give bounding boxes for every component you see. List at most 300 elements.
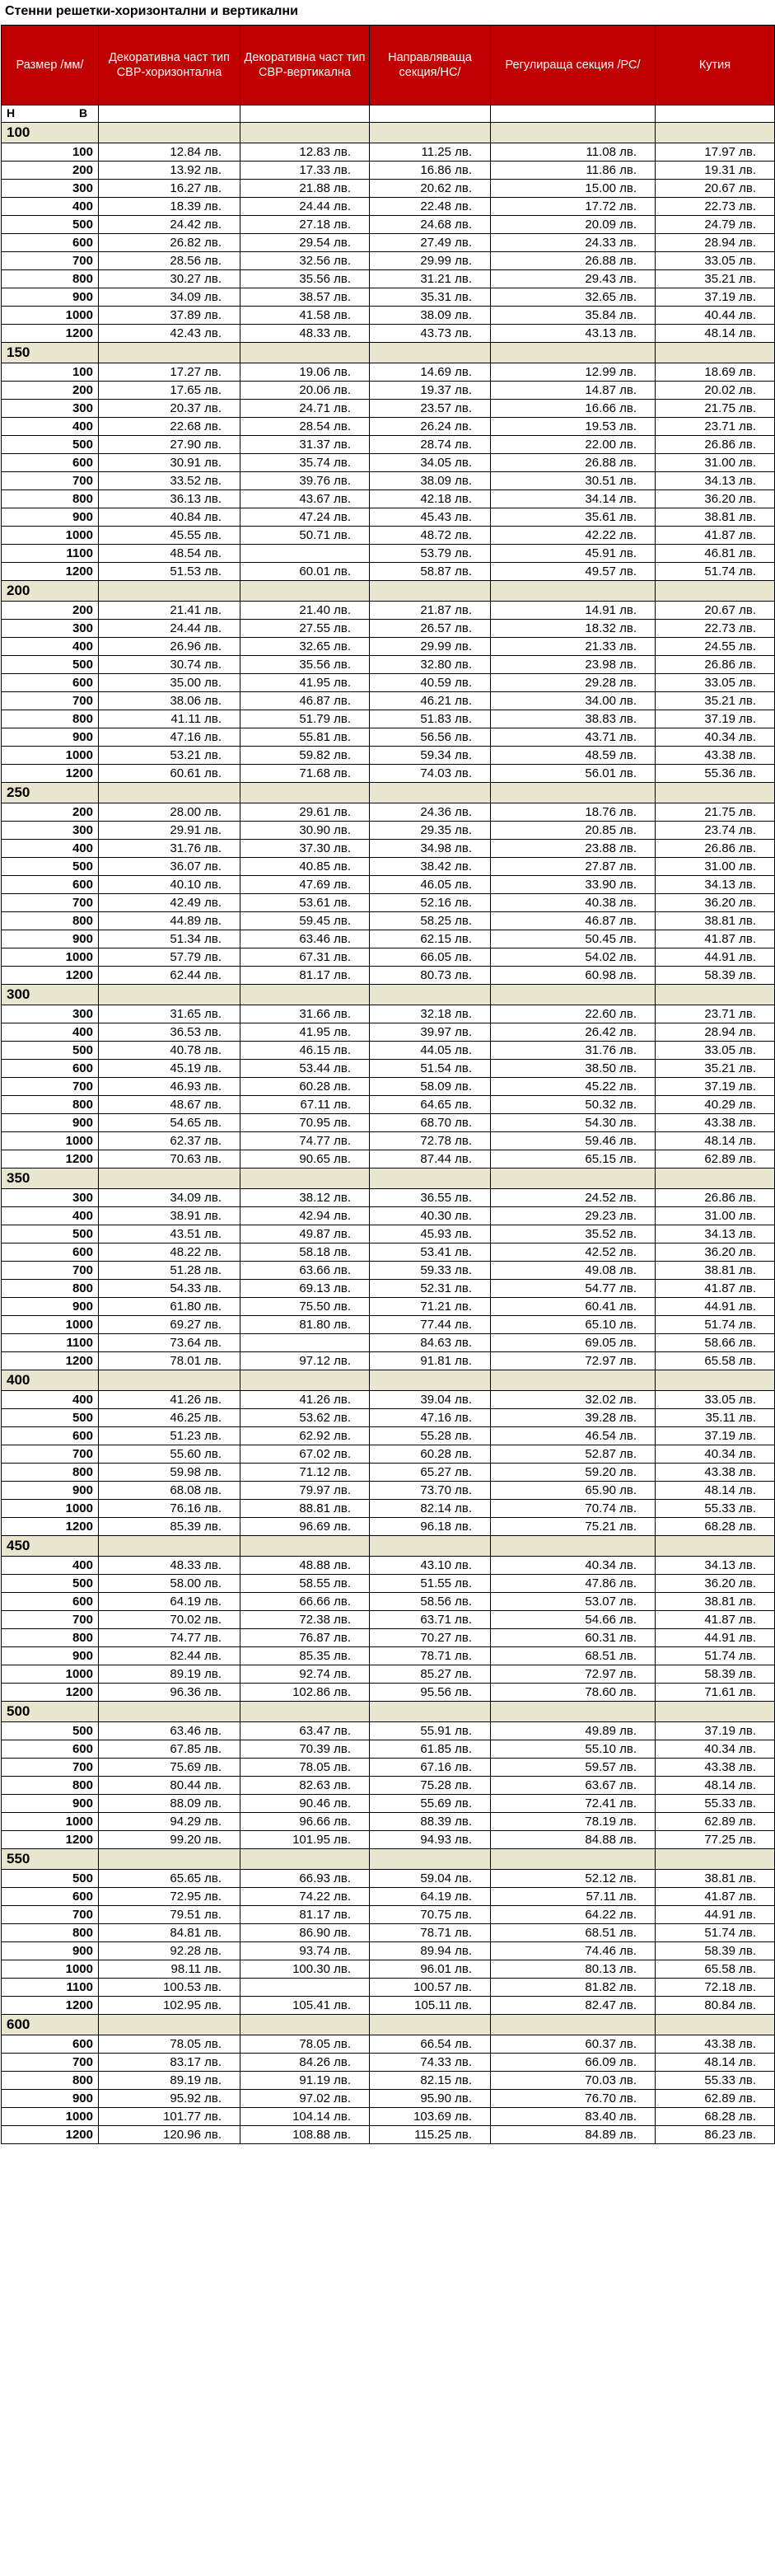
width-cell: 300	[2, 822, 99, 840]
price-cell: 24.71 лв.	[240, 400, 370, 418]
price-cell: 21.75 лв.	[656, 803, 775, 822]
group-empty-cell	[370, 783, 491, 803]
group-height-cell: 300	[2, 985, 99, 1005]
price-cell: 40.59 лв.	[370, 674, 491, 692]
width-cell: 600	[2, 1427, 99, 1445]
price-cell: 50.45 лв.	[491, 930, 656, 948]
price-cell: 20.37 лв.	[99, 400, 240, 418]
group-height-cell: 550	[2, 1849, 99, 1870]
price-cell: 96.36 лв.	[99, 1684, 240, 1702]
group-empty-cell	[240, 343, 370, 363]
table-row	[2, 1740, 775, 1759]
width-cell: 700	[2, 1078, 99, 1096]
price-cell: 105.11 лв.	[370, 1997, 491, 2015]
price-cell: 51.79 лв.	[240, 710, 370, 728]
price-cell: 21.41 лв.	[99, 602, 240, 620]
price-cell: 63.46 лв.	[99, 1722, 240, 1740]
price-cell: 96.01 лв.	[370, 1960, 491, 1979]
price-cell: 45.43 лв.	[370, 508, 491, 527]
price-cell: 43.38 лв.	[656, 1464, 775, 1482]
price-cell: 86.23 лв.	[656, 2126, 775, 2144]
group-height-cell: 250	[2, 783, 99, 803]
price-cell: 45.93 лв.	[370, 1225, 491, 1244]
dimension-labels-cell	[2, 105, 99, 123]
group-empty-cell	[240, 581, 370, 602]
width-cell: 600	[2, 2035, 99, 2054]
price-cell: 60.61 лв.	[99, 765, 240, 783]
price-cell	[240, 1979, 370, 1997]
price-cell: 36.20 лв.	[656, 894, 775, 912]
price-cell: 82.14 лв.	[370, 1500, 491, 1518]
price-cell: 22.48 лв.	[370, 198, 491, 216]
price-cell: 39.97 лв.	[370, 1023, 491, 1042]
price-cell: 38.09 лв.	[370, 472, 491, 490]
price-cell: 24.44 лв.	[99, 620, 240, 638]
width-cell: 1000	[2, 1813, 99, 1831]
price-cell: 18.76 лв.	[491, 803, 656, 822]
table-row	[2, 1334, 775, 1352]
price-cell: 27.55 лв.	[240, 620, 370, 638]
price-cell: 101.95 лв.	[240, 1831, 370, 1849]
group-height-cell: 150	[2, 343, 99, 363]
price-cell: 24.55 лв.	[656, 638, 775, 656]
price-cell: 76.16 лв.	[99, 1500, 240, 1518]
price-cell: 99.20 лв.	[99, 1831, 240, 1849]
price-cell: 22.68 лв.	[99, 418, 240, 436]
header-directing-section: Направляваща секция/НС/	[370, 26, 491, 105]
price-cell: 84.89 лв.	[491, 2126, 656, 2144]
width-cell: 1200	[2, 1997, 99, 2015]
price-cell: 45.22 лв.	[491, 1078, 656, 1096]
price-cell: 45.55 лв.	[99, 527, 240, 545]
price-cell: 69.27 лв.	[99, 1316, 240, 1334]
group-empty-cell	[370, 123, 491, 143]
price-cell: 53.44 лв.	[240, 1060, 370, 1078]
width-cell: 400	[2, 638, 99, 656]
price-cell: 34.00 лв.	[491, 692, 656, 710]
table-row	[2, 602, 775, 620]
price-cell: 34.13 лв.	[656, 472, 775, 490]
price-cell: 35.56 лв.	[240, 270, 370, 288]
price-cell: 27.49 лв.	[370, 234, 491, 252]
height-group-row	[2, 123, 775, 143]
group-height-cell: 200	[2, 581, 99, 602]
width-cell: 200	[2, 803, 99, 822]
table-row	[2, 508, 775, 527]
price-cell: 44.91 лв.	[656, 1906, 775, 1924]
price-cell: 32.18 лв.	[370, 1005, 491, 1023]
price-cell: 21.33 лв.	[491, 638, 656, 656]
price-cell: 26.86 лв.	[656, 436, 775, 454]
price-cell: 38.81 лв.	[656, 1870, 775, 1888]
group-empty-cell	[491, 1536, 656, 1557]
table-row	[2, 2072, 775, 2090]
group-height-cell: 350	[2, 1169, 99, 1189]
price-cell: 71.68 лв.	[240, 765, 370, 783]
price-cell: 32.65 лв.	[491, 288, 656, 307]
price-cell: 64.65 лв.	[370, 1096, 491, 1114]
price-cell: 46.81 лв.	[656, 545, 775, 563]
header-size: Размер /мм/	[2, 26, 99, 105]
price-cell: 59.98 лв.	[99, 1464, 240, 1482]
price-cell: 30.90 лв.	[240, 822, 370, 840]
table-row	[2, 2108, 775, 2126]
price-cell: 44.91 лв.	[656, 1298, 775, 1316]
table-row	[2, 1005, 775, 1023]
price-cell: 60.28 лв.	[240, 1078, 370, 1096]
price-cell: 19.31 лв.	[656, 162, 775, 180]
price-cell: 38.83 лв.	[491, 710, 656, 728]
width-cell: 100	[2, 363, 99, 382]
width-cell: 1200	[2, 1150, 99, 1169]
price-cell: 65.58 лв.	[656, 1352, 775, 1370]
width-cell: 700	[2, 1445, 99, 1464]
price-cell: 54.33 лв.	[99, 1280, 240, 1298]
price-cell: 34.14 лв.	[491, 490, 656, 508]
group-empty-cell	[656, 2015, 775, 2035]
price-cell: 36.07 лв.	[99, 858, 240, 876]
price-cell: 40.85 лв.	[240, 858, 370, 876]
price-cell: 67.02 лв.	[240, 1445, 370, 1464]
table-row	[2, 1831, 775, 1849]
price-cell: 70.75 лв.	[370, 1906, 491, 1924]
price-cell: 46.25 лв.	[99, 1409, 240, 1427]
price-cell: 59.46 лв.	[491, 1132, 656, 1150]
price-cell: 66.66 лв.	[240, 1593, 370, 1611]
table-row	[2, 198, 775, 216]
width-cell: 1200	[2, 563, 99, 581]
table-row	[2, 1647, 775, 1665]
price-cell: 55.33 лв.	[656, 1500, 775, 1518]
table-row	[2, 288, 775, 307]
price-cell: 29.23 лв.	[491, 1207, 656, 1225]
price-cell: 62.37 лв.	[99, 1132, 240, 1150]
width-cell: 800	[2, 1280, 99, 1298]
table-row	[2, 363, 775, 382]
price-cell: 38.81 лв.	[656, 508, 775, 527]
price-cell: 95.56 лв.	[370, 1684, 491, 1702]
price-cell: 49.57 лв.	[491, 563, 656, 581]
price-cell: 70.63 лв.	[99, 1150, 240, 1169]
price-cell: 44.05 лв.	[370, 1042, 491, 1060]
price-cell: 53.62 лв.	[240, 1409, 370, 1427]
price-cell: 60.28 лв.	[370, 1445, 491, 1464]
price-cell: 59.04 лв.	[370, 1870, 491, 1888]
price-cell: 51.54 лв.	[370, 1060, 491, 1078]
price-cell: 108.88 лв.	[240, 2126, 370, 2144]
price-cell: 24.36 лв.	[370, 803, 491, 822]
width-cell: 500	[2, 858, 99, 876]
price-cell: 51.83 лв.	[370, 710, 491, 728]
price-cell: 43.38 лв.	[656, 2035, 775, 2054]
price-cell: 51.74 лв.	[656, 1647, 775, 1665]
price-cell: 66.05 лв.	[370, 948, 491, 967]
price-cell: 23.88 лв.	[491, 840, 656, 858]
width-label: B	[79, 106, 88, 119]
price-cell: 21.87 лв.	[370, 602, 491, 620]
group-empty-cell	[370, 1849, 491, 1870]
width-cell: 400	[2, 418, 99, 436]
width-cell: 400	[2, 1207, 99, 1225]
group-empty-cell	[656, 985, 775, 1005]
price-cell: 26.24 лв.	[370, 418, 491, 436]
price-cell: 59.57 лв.	[491, 1759, 656, 1777]
price-cell: 48.14 лв.	[656, 1777, 775, 1795]
price-cell: 75.69 лв.	[99, 1759, 240, 1777]
price-cell: 45.19 лв.	[99, 1060, 240, 1078]
group-empty-cell	[656, 1370, 775, 1391]
price-cell: 68.70 лв.	[370, 1114, 491, 1132]
price-cell: 74.03 лв.	[370, 765, 491, 783]
group-empty-cell	[99, 343, 240, 363]
price-cell: 96.69 лв.	[240, 1518, 370, 1536]
price-cell: 78.05 лв.	[240, 2035, 370, 2054]
price-cell: 55.33 лв.	[656, 1795, 775, 1813]
price-cell: 58.87 лв.	[370, 563, 491, 581]
height-group-row	[2, 1536, 775, 1557]
height-group-row	[2, 343, 775, 363]
price-cell: 58.00 лв.	[99, 1575, 240, 1593]
width-cell: 700	[2, 252, 99, 270]
price-cell: 58.66 лв.	[656, 1334, 775, 1352]
price-cell: 81.82 лв.	[491, 1979, 656, 1997]
group-empty-cell	[370, 1536, 491, 1557]
price-cell: 80.73 лв.	[370, 967, 491, 985]
price-cell: 31.00 лв.	[656, 1207, 775, 1225]
price-cell: 12.83 лв.	[240, 143, 370, 162]
price-cell: 32.80 лв.	[370, 656, 491, 674]
price-cell: 70.02 лв.	[99, 1611, 240, 1629]
price-cell: 42.52 лв.	[491, 1244, 656, 1262]
price-cell: 16.86 лв.	[370, 162, 491, 180]
group-empty-cell	[491, 343, 656, 363]
price-cell: 48.22 лв.	[99, 1244, 240, 1262]
table-row	[2, 234, 775, 252]
table-row	[2, 1023, 775, 1042]
price-cell: 78.05 лв.	[99, 2035, 240, 2054]
price-cell: 22.73 лв.	[656, 198, 775, 216]
width-cell: 800	[2, 1629, 99, 1647]
group-empty-cell	[99, 1702, 240, 1722]
width-cell: 500	[2, 1722, 99, 1740]
price-cell: 28.74 лв.	[370, 436, 491, 454]
price-cell: 44.89 лв.	[99, 912, 240, 930]
price-cell: 14.91 лв.	[491, 602, 656, 620]
table-row	[2, 490, 775, 508]
price-cell: 40.78 лв.	[99, 1042, 240, 1060]
price-cell: 40.29 лв.	[656, 1096, 775, 1114]
price-cell: 46.54 лв.	[491, 1427, 656, 1445]
price-cell: 53.79 лв.	[370, 545, 491, 563]
width-cell: 900	[2, 1298, 99, 1316]
width-cell: 900	[2, 288, 99, 307]
price-cell: 31.66 лв.	[240, 1005, 370, 1023]
table-row	[2, 216, 775, 234]
price-cell: 46.21 лв.	[370, 692, 491, 710]
price-cell: 84.26 лв.	[240, 2054, 370, 2072]
table-row	[2, 638, 775, 656]
table-row	[2, 1409, 775, 1427]
width-cell: 300	[2, 1189, 99, 1207]
price-cell: 35.00 лв.	[99, 674, 240, 692]
price-cell: 70.95 лв.	[240, 1114, 370, 1132]
price-cell: 71.61 лв.	[656, 1684, 775, 1702]
width-cell: 600	[2, 1888, 99, 1906]
price-cell: 35.84 лв.	[491, 307, 656, 325]
price-cell: 46.93 лв.	[99, 1078, 240, 1096]
price-cell: 29.99 лв.	[370, 252, 491, 270]
price-cell: 17.27 лв.	[99, 363, 240, 382]
price-cell: 81.17 лв.	[240, 967, 370, 985]
price-cell: 80.13 лв.	[491, 1960, 656, 1979]
width-cell: 700	[2, 472, 99, 490]
group-empty-cell	[656, 343, 775, 363]
price-cell: 51.74 лв.	[656, 563, 775, 581]
price-cell: 17.65 лв.	[99, 382, 240, 400]
price-cell: 78.60 лв.	[491, 1684, 656, 1702]
table-row	[2, 2054, 775, 2072]
table-row	[2, 1445, 775, 1464]
price-cell: 65.10 лв.	[491, 1316, 656, 1334]
table-row	[2, 912, 775, 930]
price-cell: 29.99 лв.	[370, 638, 491, 656]
price-cell: 24.44 лв.	[240, 198, 370, 216]
price-cell: 27.18 лв.	[240, 216, 370, 234]
group-empty-cell	[370, 1702, 491, 1722]
price-cell: 47.16 лв.	[99, 728, 240, 747]
header-regulating-section: Регулираща секция /РС/	[491, 26, 656, 105]
width-cell: 300	[2, 180, 99, 198]
table-row	[2, 1150, 775, 1169]
price-cell: 57.11 лв.	[491, 1888, 656, 1906]
table-row	[2, 1352, 775, 1370]
price-cell: 49.87 лв.	[240, 1225, 370, 1244]
price-cell: 89.19 лв.	[99, 1665, 240, 1684]
price-cell: 18.69 лв.	[656, 363, 775, 382]
group-empty-cell	[491, 1849, 656, 1870]
price-cell: 20.06 лв.	[240, 382, 370, 400]
price-cell: 49.89 лв.	[491, 1722, 656, 1740]
price-cell: 40.44 лв.	[656, 307, 775, 325]
price-cell: 59.20 лв.	[491, 1464, 656, 1482]
group-empty-cell	[370, 1169, 491, 1189]
table-row	[2, 1427, 775, 1445]
price-cell: 64.19 лв.	[99, 1593, 240, 1611]
width-cell: 1000	[2, 2108, 99, 2126]
width-cell: 1200	[2, 1831, 99, 1849]
price-cell: 40.38 лв.	[491, 894, 656, 912]
table-row	[2, 1280, 775, 1298]
price-cell: 52.31 лв.	[370, 1280, 491, 1298]
table-row	[2, 1391, 775, 1409]
price-cell: 103.69 лв.	[370, 2108, 491, 2126]
price-cell: 58.25 лв.	[370, 912, 491, 930]
price-cell: 82.15 лв.	[370, 2072, 491, 2090]
price-cell: 63.66 лв.	[240, 1262, 370, 1280]
table-row	[2, 894, 775, 912]
price-cell: 14.69 лв.	[370, 363, 491, 382]
price-cell: 55.36 лв.	[656, 765, 775, 783]
price-cell: 101.77 лв.	[99, 2108, 240, 2126]
price-cell: 72.41 лв.	[491, 1795, 656, 1813]
price-cell: 41.95 лв.	[240, 1023, 370, 1042]
table-row	[2, 252, 775, 270]
price-cell: 43.51 лв.	[99, 1225, 240, 1244]
price-cell: 28.56 лв.	[99, 252, 240, 270]
width-cell: 1000	[2, 1316, 99, 1334]
price-cell: 34.98 лв.	[370, 840, 491, 858]
width-cell: 400	[2, 1023, 99, 1042]
price-cell: 60.31 лв.	[491, 1629, 656, 1647]
group-empty-cell	[240, 2015, 370, 2035]
price-cell: 104.14 лв.	[240, 2108, 370, 2126]
price-cell: 91.81 лв.	[370, 1352, 491, 1370]
price-cell: 67.31 лв.	[240, 948, 370, 967]
width-cell: 700	[2, 1262, 99, 1280]
width-cell: 500	[2, 656, 99, 674]
width-cell: 200	[2, 382, 99, 400]
price-cell: 81.17 лв.	[240, 1906, 370, 1924]
price-cell: 20.85 лв.	[491, 822, 656, 840]
price-cell: 20.67 лв.	[656, 180, 775, 198]
width-cell: 700	[2, 1906, 99, 1924]
width-cell: 900	[2, 508, 99, 527]
price-cell: 36.20 лв.	[656, 1244, 775, 1262]
price-cell: 96.18 лв.	[370, 1518, 491, 1536]
price-cell: 58.56 лв.	[370, 1593, 491, 1611]
price-cell: 120.96 лв.	[99, 2126, 240, 2144]
price-cell: 38.50 лв.	[491, 1060, 656, 1078]
width-cell: 700	[2, 1611, 99, 1629]
price-cell: 58.18 лв.	[240, 1244, 370, 1262]
price-cell: 70.39 лв.	[240, 1740, 370, 1759]
width-cell: 1000	[2, 1665, 99, 1684]
table-row	[2, 765, 775, 783]
price-cell: 34.05 лв.	[370, 454, 491, 472]
price-cell: 26.57 лв.	[370, 620, 491, 638]
height-group-row	[2, 581, 775, 602]
price-cell: 27.90 лв.	[99, 436, 240, 454]
price-cell: 42.18 лв.	[370, 490, 491, 508]
price-cell: 82.63 лв.	[240, 1777, 370, 1795]
price-cell: 55.10 лв.	[491, 1740, 656, 1759]
table-row	[2, 840, 775, 858]
table-row	[2, 822, 775, 840]
price-cell: 41.87 лв.	[656, 1611, 775, 1629]
width-cell: 400	[2, 1557, 99, 1575]
price-cell: 40.34 лв.	[656, 1445, 775, 1464]
price-cell: 32.56 лв.	[240, 252, 370, 270]
width-cell: 800	[2, 710, 99, 728]
group-empty-cell	[370, 343, 491, 363]
price-cell: 24.33 лв.	[491, 234, 656, 252]
price-cell: 21.88 лв.	[240, 180, 370, 198]
height-group-row	[2, 1849, 775, 1870]
width-cell: 1000	[2, 747, 99, 765]
price-cell: 22.73 лв.	[656, 620, 775, 638]
price-cell: 21.75 лв.	[656, 400, 775, 418]
width-cell: 600	[2, 1244, 99, 1262]
price-cell: 65.27 лв.	[370, 1464, 491, 1482]
price-cell: 14.87 лв.	[491, 382, 656, 400]
group-empty-cell	[240, 985, 370, 1005]
table-row	[2, 1593, 775, 1611]
price-cell: 51.74 лв.	[656, 1924, 775, 1942]
price-cell: 17.72 лв.	[491, 198, 656, 216]
price-cell: 95.92 лв.	[99, 2090, 240, 2108]
price-cell	[240, 545, 370, 563]
price-cell: 21.40 лв.	[240, 602, 370, 620]
